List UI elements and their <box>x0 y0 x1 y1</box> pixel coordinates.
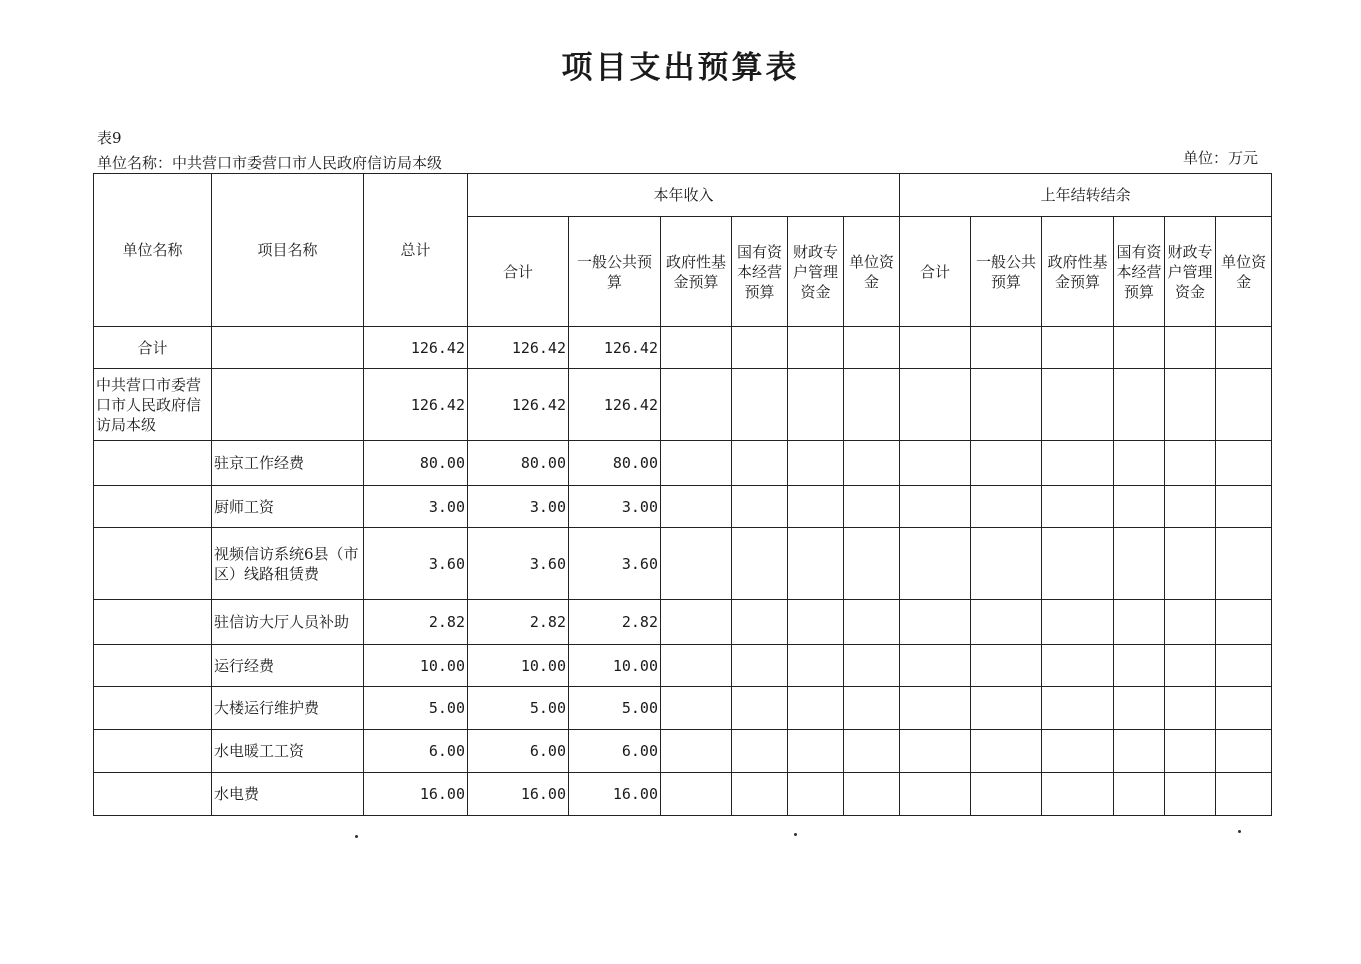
cell-project <box>212 369 364 441</box>
cell-empty <box>1165 369 1216 441</box>
cell-current-subtotal: 126.42 <box>468 327 569 369</box>
cell-empty <box>788 600 844 645</box>
table-row <box>94 486 1272 528</box>
cell-empty <box>844 327 900 369</box>
cell-current-subtotal: 3.60 <box>468 528 569 600</box>
cell-empty <box>971 687 1042 730</box>
cell-unit <box>94 687 212 730</box>
cell-unit <box>94 773 212 816</box>
cell-total: 3.00 <box>364 486 468 528</box>
cell-total: 126.42 <box>364 369 468 441</box>
cell-empty <box>661 645 732 687</box>
table-row <box>94 730 1272 773</box>
cell-empty <box>1216 687 1272 730</box>
cell-empty <box>1114 645 1165 687</box>
cell-project: 大楼运行维护费 <box>212 687 364 730</box>
cell-empty <box>1165 600 1216 645</box>
cell-total: 80.00 <box>364 441 468 486</box>
cell-empty <box>900 773 971 816</box>
cell-empty <box>1165 441 1216 486</box>
cell-project: 水电暖工工资 <box>212 730 364 773</box>
cell-empty <box>1216 600 1272 645</box>
cell-empty <box>971 486 1042 528</box>
cell-empty <box>788 369 844 441</box>
cell-empty <box>900 486 971 528</box>
cell-empty <box>788 687 844 730</box>
cell-empty <box>1216 486 1272 528</box>
cell-empty <box>971 645 1042 687</box>
cell-empty <box>844 600 900 645</box>
header-current-year-income: 本年收入 <box>468 174 900 217</box>
cell-total: 5.00 <box>364 687 468 730</box>
cell-empty <box>971 600 1042 645</box>
cell-empty <box>661 600 732 645</box>
cell-unit <box>94 486 212 528</box>
cell-empty <box>971 441 1042 486</box>
cell-current-subtotal: 80.00 <box>468 441 569 486</box>
cell-empty <box>732 687 788 730</box>
cell-current-general-public: 16.00 <box>569 773 661 816</box>
cell-empty <box>661 369 732 441</box>
cell-empty <box>1216 441 1272 486</box>
cell-empty <box>1114 600 1165 645</box>
header-carryover-general-public: 一般公共预算 <box>971 217 1042 327</box>
scan-speck <box>355 835 358 838</box>
cell-empty <box>1216 773 1272 816</box>
table-number: 表9 <box>97 129 122 147</box>
cell-empty <box>1165 687 1216 730</box>
cell-empty <box>732 600 788 645</box>
cell-empty <box>844 441 900 486</box>
scan-speck <box>794 833 797 836</box>
scan-speck <box>1238 830 1241 833</box>
cell-empty <box>661 486 732 528</box>
cell-empty <box>732 369 788 441</box>
cell-empty <box>844 773 900 816</box>
budget-table <box>93 173 1272 816</box>
header-carryover: 上年结转结余 <box>900 174 1272 217</box>
cell-project <box>212 327 364 369</box>
cell-empty <box>971 327 1042 369</box>
cell-empty <box>1165 486 1216 528</box>
cell-empty <box>788 486 844 528</box>
cell-empty <box>1165 528 1216 600</box>
cell-empty <box>900 645 971 687</box>
header-carryover-fiscal-special: 财政专户管理资金 <box>1165 217 1216 327</box>
cell-total: 3.60 <box>364 528 468 600</box>
cell-empty <box>900 528 971 600</box>
table-row <box>94 528 1272 600</box>
header-current-unit-fund: 单位资金 <box>844 217 900 327</box>
header-current-state-capital: 国有资本经营预算 <box>732 217 788 327</box>
cell-empty <box>1165 730 1216 773</box>
cell-empty <box>661 730 732 773</box>
cell-empty <box>661 773 732 816</box>
cell-empty <box>1114 528 1165 600</box>
cell-unit <box>94 441 212 486</box>
cell-empty <box>1165 773 1216 816</box>
cell-empty <box>661 441 732 486</box>
cell-empty <box>844 645 900 687</box>
cell-empty <box>732 773 788 816</box>
cell-empty <box>1216 645 1272 687</box>
cell-current-subtotal: 126.42 <box>468 369 569 441</box>
header-total: 总计 <box>364 174 468 327</box>
cell-current-general-public: 3.00 <box>569 486 661 528</box>
cell-empty <box>1042 730 1114 773</box>
header-unit-name: 单位名称 <box>94 174 212 327</box>
document-title: 项目支出预算表 <box>561 50 800 86</box>
cell-unit <box>94 600 212 645</box>
cell-empty <box>1216 327 1272 369</box>
table-row <box>94 645 1272 687</box>
cell-empty <box>1042 600 1114 645</box>
cell-empty <box>788 327 844 369</box>
cell-empty <box>732 327 788 369</box>
cell-empty <box>900 600 971 645</box>
header-project-name: 项目名称 <box>212 174 364 327</box>
cell-empty <box>1216 528 1272 600</box>
cell-project: 驻信访大厅人员补助 <box>212 600 364 645</box>
cell-empty <box>971 773 1042 816</box>
cell-current-general-public: 126.42 <box>569 327 661 369</box>
cell-empty <box>1042 773 1114 816</box>
header-carryover-gov-fund: 政府性基金预算 <box>1042 217 1114 327</box>
table-row <box>94 369 1272 441</box>
cell-unit <box>94 645 212 687</box>
currency-unit-label: 单位：万元 <box>1183 149 1259 167</box>
cell-empty <box>900 441 971 486</box>
cell-unit: 中共营口市委营口市人民政府信访局本级 <box>94 369 212 441</box>
cell-empty <box>1042 528 1114 600</box>
cell-empty <box>1042 369 1114 441</box>
cell-empty <box>1114 441 1165 486</box>
cell-empty <box>1042 645 1114 687</box>
cell-current-general-public: 80.00 <box>569 441 661 486</box>
cell-empty <box>1042 486 1114 528</box>
cell-unit <box>94 730 212 773</box>
cell-empty <box>1114 486 1165 528</box>
table-row <box>94 687 1272 730</box>
unit-name-label: 单位名称：中共营口市委营口市人民政府信访局本级 <box>97 154 443 172</box>
header-carryover-subtotal: 合计 <box>900 217 971 327</box>
cell-empty <box>788 528 844 600</box>
cell-total: 2.82 <box>364 600 468 645</box>
cell-project: 水电费 <box>212 773 364 816</box>
cell-empty <box>732 645 788 687</box>
cell-current-general-public: 2.82 <box>569 600 661 645</box>
cell-empty <box>1042 327 1114 369</box>
cell-empty <box>844 730 900 773</box>
cell-current-subtotal: 10.00 <box>468 645 569 687</box>
cell-empty <box>900 687 971 730</box>
cell-empty <box>732 486 788 528</box>
cell-empty <box>1165 645 1216 687</box>
cell-empty <box>1114 369 1165 441</box>
cell-empty <box>1216 730 1272 773</box>
cell-empty <box>971 528 1042 600</box>
cell-project: 视频信访系统6县（市区）线路租赁费 <box>212 528 364 600</box>
cell-unit: 合计 <box>94 327 212 369</box>
header-carryover-unit-fund: 单位资金 <box>1216 217 1272 327</box>
header-current-fiscal-special: 财政专户管理资金 <box>788 217 844 327</box>
cell-empty <box>661 528 732 600</box>
cell-project: 厨师工资 <box>212 486 364 528</box>
table-row <box>94 773 1272 816</box>
cell-project: 运行经费 <box>212 645 364 687</box>
cell-current-general-public: 5.00 <box>569 687 661 730</box>
cell-empty <box>732 441 788 486</box>
cell-empty <box>1114 687 1165 730</box>
cell-total: 16.00 <box>364 773 468 816</box>
cell-empty <box>900 327 971 369</box>
cell-empty <box>971 730 1042 773</box>
cell-current-general-public: 3.60 <box>569 528 661 600</box>
cell-current-subtotal: 3.00 <box>468 486 569 528</box>
cell-empty <box>1216 369 1272 441</box>
cell-empty <box>971 369 1042 441</box>
cell-empty <box>1042 441 1114 486</box>
cell-empty <box>732 730 788 773</box>
table-row <box>94 600 1272 645</box>
cell-empty <box>788 773 844 816</box>
cell-project: 驻京工作经费 <box>212 441 364 486</box>
cell-empty <box>732 528 788 600</box>
cell-current-subtotal: 5.00 <box>468 687 569 730</box>
cell-current-general-public: 10.00 <box>569 645 661 687</box>
cell-empty <box>1165 327 1216 369</box>
cell-current-general-public: 6.00 <box>569 730 661 773</box>
cell-total: 6.00 <box>364 730 468 773</box>
cell-current-subtotal: 6.00 <box>468 730 569 773</box>
cell-empty <box>844 486 900 528</box>
cell-empty <box>844 687 900 730</box>
table-row-total <box>94 327 1272 369</box>
cell-empty <box>1114 327 1165 369</box>
cell-empty <box>788 645 844 687</box>
cell-empty <box>788 441 844 486</box>
header-current-gov-fund: 政府性基金预算 <box>661 217 732 327</box>
cell-total: 10.00 <box>364 645 468 687</box>
header-current-general-public: 一般公共预算 <box>569 217 661 327</box>
cell-empty <box>900 369 971 441</box>
cell-empty <box>661 327 732 369</box>
cell-empty <box>1042 687 1114 730</box>
cell-current-general-public: 126.42 <box>569 369 661 441</box>
cell-empty <box>788 730 844 773</box>
header-carryover-state-capital: 国有资本经营预算 <box>1114 217 1165 327</box>
cell-current-subtotal: 2.82 <box>468 600 569 645</box>
cell-empty <box>900 730 971 773</box>
cell-total: 126.42 <box>364 327 468 369</box>
cell-empty <box>844 528 900 600</box>
cell-current-subtotal: 16.00 <box>468 773 569 816</box>
cell-empty <box>1114 773 1165 816</box>
header-current-subtotal: 合计 <box>468 217 569 327</box>
cell-empty <box>1114 730 1165 773</box>
cell-empty <box>844 369 900 441</box>
cell-empty <box>661 687 732 730</box>
cell-unit <box>94 528 212 600</box>
table-row <box>94 441 1272 486</box>
